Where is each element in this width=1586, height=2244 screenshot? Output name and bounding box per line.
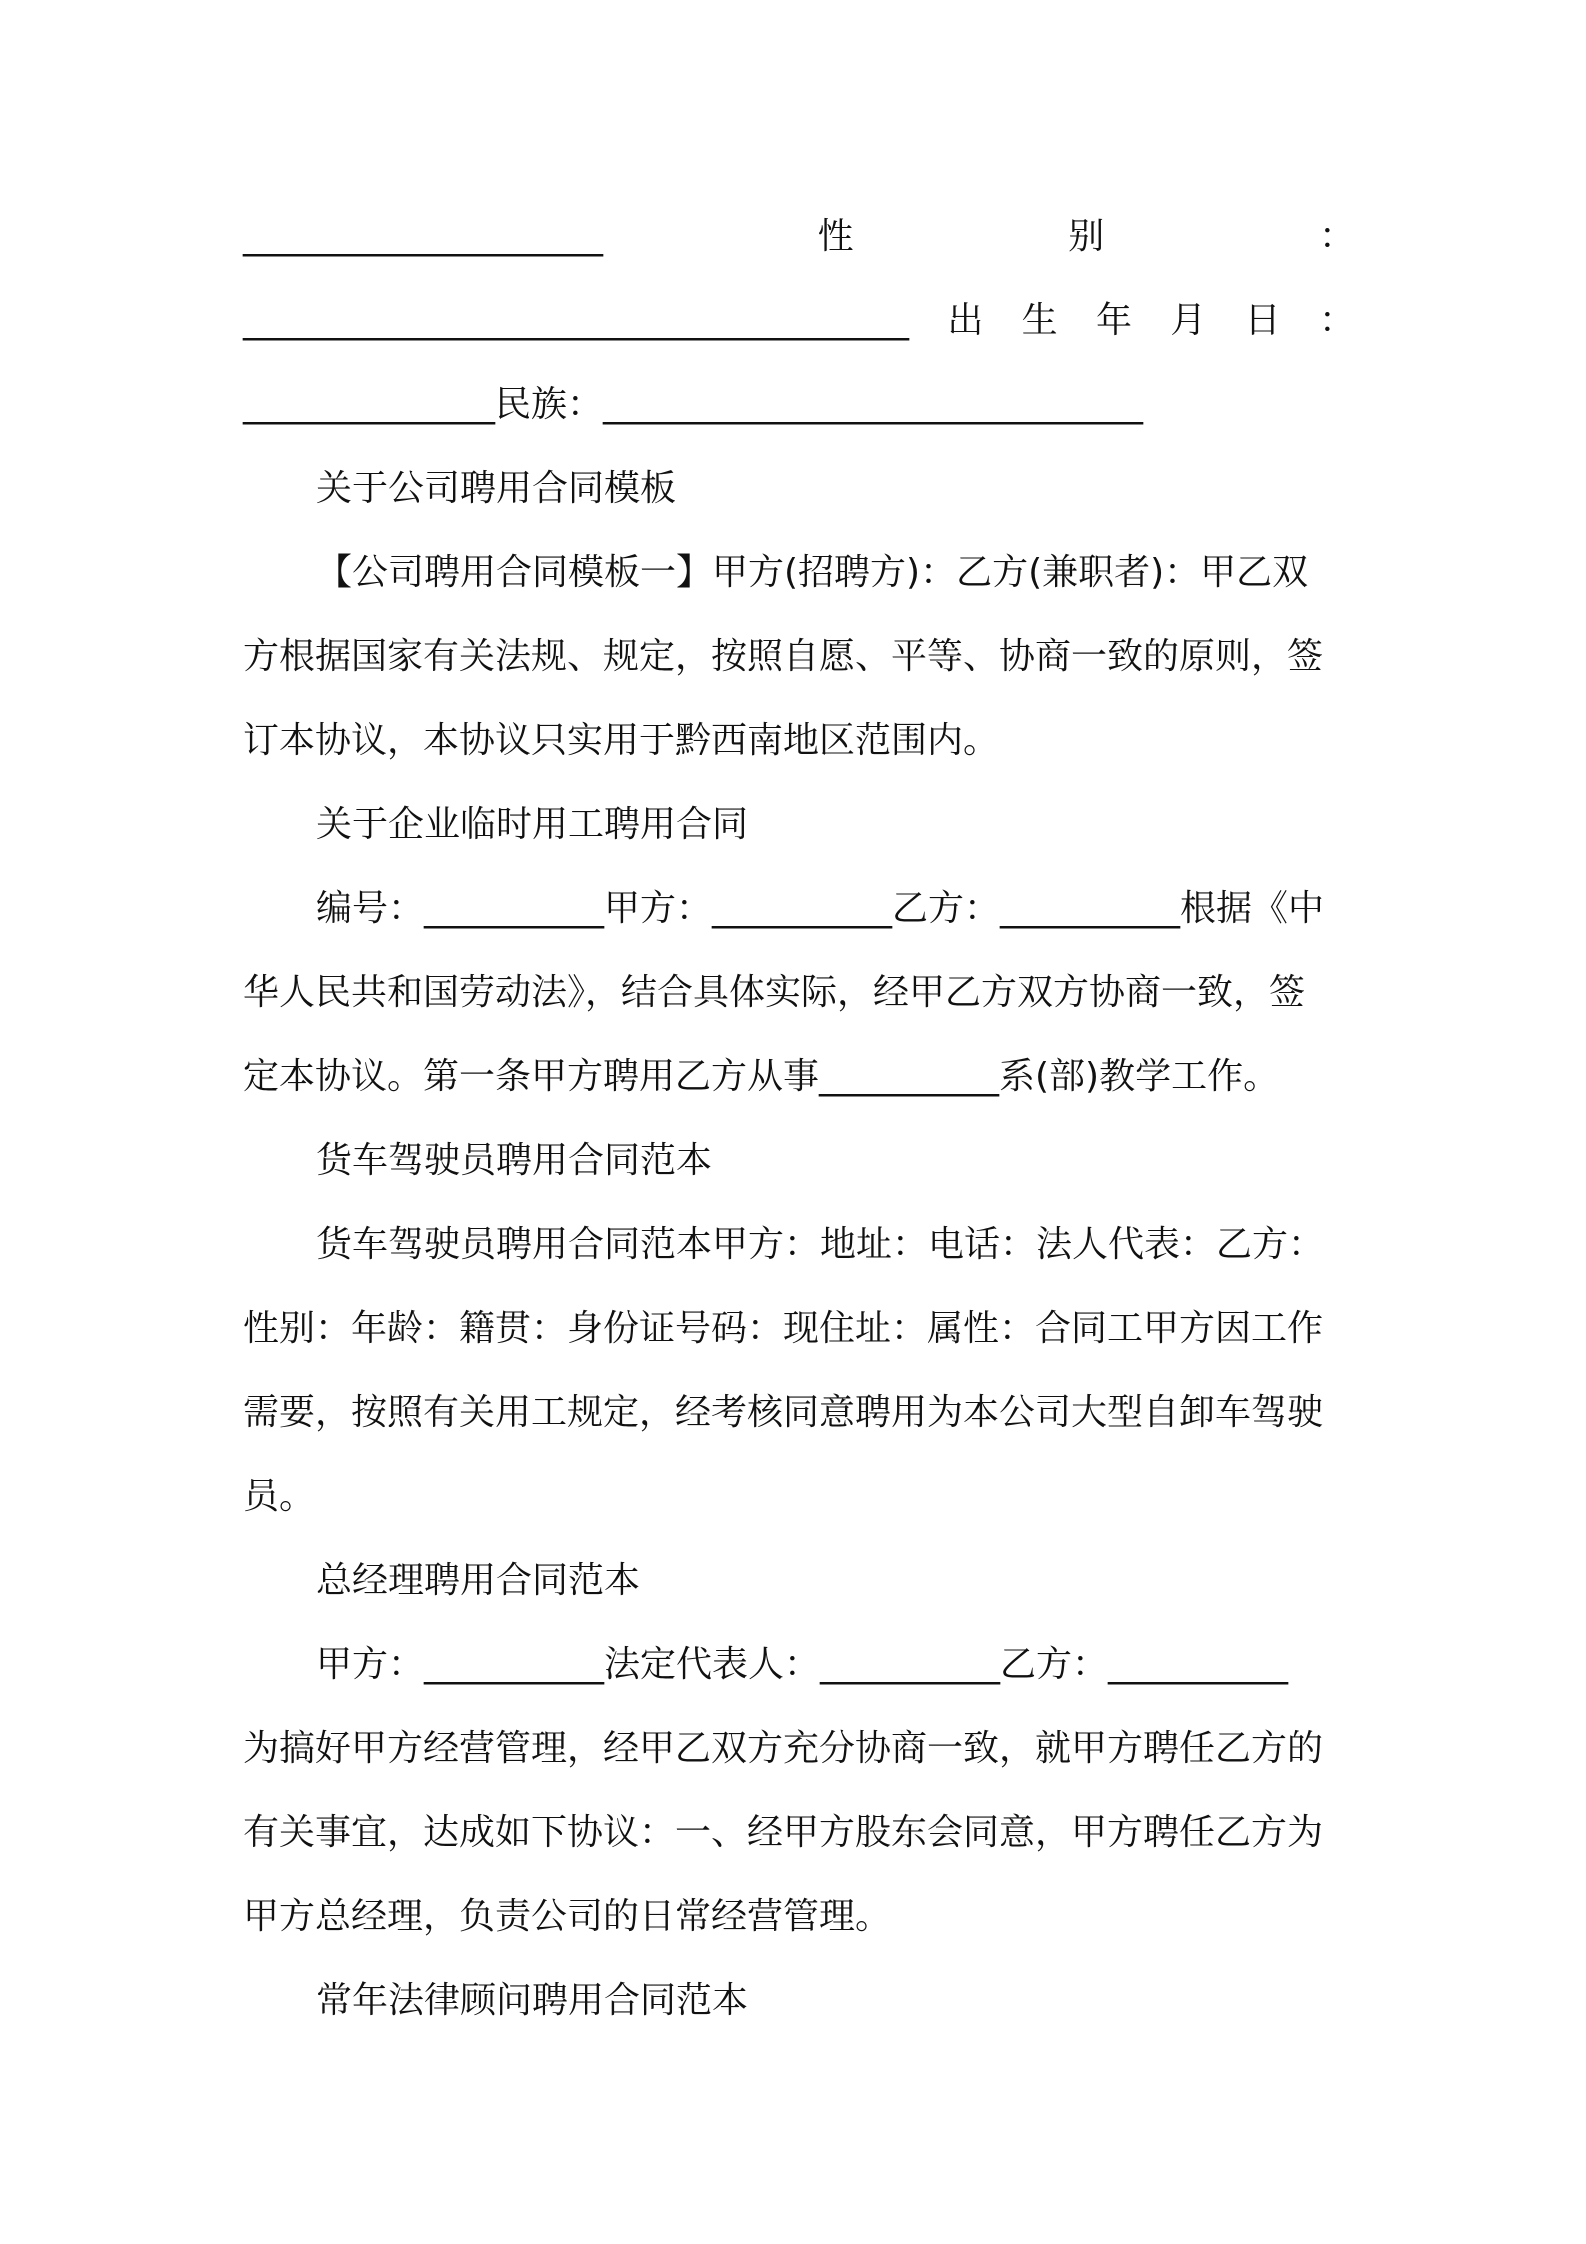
ethnicity-label: 民族： [495,384,604,425]
ethnicity-blank: ______________________________ [603,384,1144,425]
birthdate-label-char: 生 [1021,300,1058,341]
paragraph-line: 性别：年龄：籍贯：身份证号码：现住址：属性：合同工甲方因工作 [243,1308,1324,1349]
paragraph-line: 【公司聘用合同模板一】甲方(招聘方)：乙方(兼职者)：甲乙双 [316,552,1309,593]
gender-label-colon: ： [1318,216,1355,257]
paragraph-line: 订本协议，本协议只实用于黔西南地区范围内。 [243,720,1000,761]
gender-label-char: 别 [1068,216,1105,257]
paragraph-line: 甲方：__________法定代表人：__________乙方：__________ [316,1644,1289,1685]
gender-label-char: 性 [817,216,854,257]
paragraph-line: 货车驾驶员聘用合同范本甲方：地址：电话：法人代表：乙方： [316,1224,1325,1265]
gender-blank: ____________________ [243,216,603,257]
paragraph-line: 华人民共和国劳动法》，结合具体实际，经甲乙方双方协商一致，签 [243,972,1306,1013]
birthdate-label-char: 月 [1170,300,1207,341]
paragraph-line: 定本协议。第一条甲方聘用乙方从事__________系(部)教学工作。 [243,1056,1280,1097]
birthdate-label-char: 年 [1095,300,1132,341]
document-page [243,195,1355,2043]
section-heading: 常年法律顾问聘用合同范本 [316,1980,749,2021]
paragraph-line: 员。 [243,1476,316,1517]
paragraph-line: 需要，按照有关用工规定，经考核同意聘用为本公司大型自卸车驾驶 [243,1392,1324,1433]
ethnicity-leading-blank: ______________ [243,384,495,425]
paragraph-line: 有关事宜，达成如下协议：一、经甲方股东会同意，甲方聘任乙方为 [243,1812,1324,1853]
birthdate-label-colon: ： [1318,300,1355,341]
paragraph-line: 编号：__________甲方：__________乙方：__________根据《中 [316,888,1325,929]
section-heading: 关于企业临时用工聘用合同 [316,804,749,845]
birthdate-blank: _____________________________________ [243,300,909,341]
paragraph-line: 为搞好甲方经营管理，经甲乙双方充分协商一致，就甲方聘任乙方的 [243,1728,1324,1769]
paragraph-line: 方根据国家有关法规、规定，按照自愿、平等、协商一致的原则，签 [243,636,1324,677]
section-heading: 总经理聘用合同范本 [316,1560,641,1601]
ethnicity-field-line [243,363,1355,447]
birthdate-label-char: 出 [947,300,984,341]
section-heading: 货车驾驶员聘用合同范本 [316,1140,713,1181]
section-heading: 关于公司聘用合同模板 [316,468,677,509]
birthdate-field-line [243,279,1355,363]
paragraph-line: 甲方总经理，负责公司的日常经营管理。 [243,1896,892,1937]
gender-field-line [243,195,1355,279]
birthdate-label-char: 日 [1244,300,1281,341]
